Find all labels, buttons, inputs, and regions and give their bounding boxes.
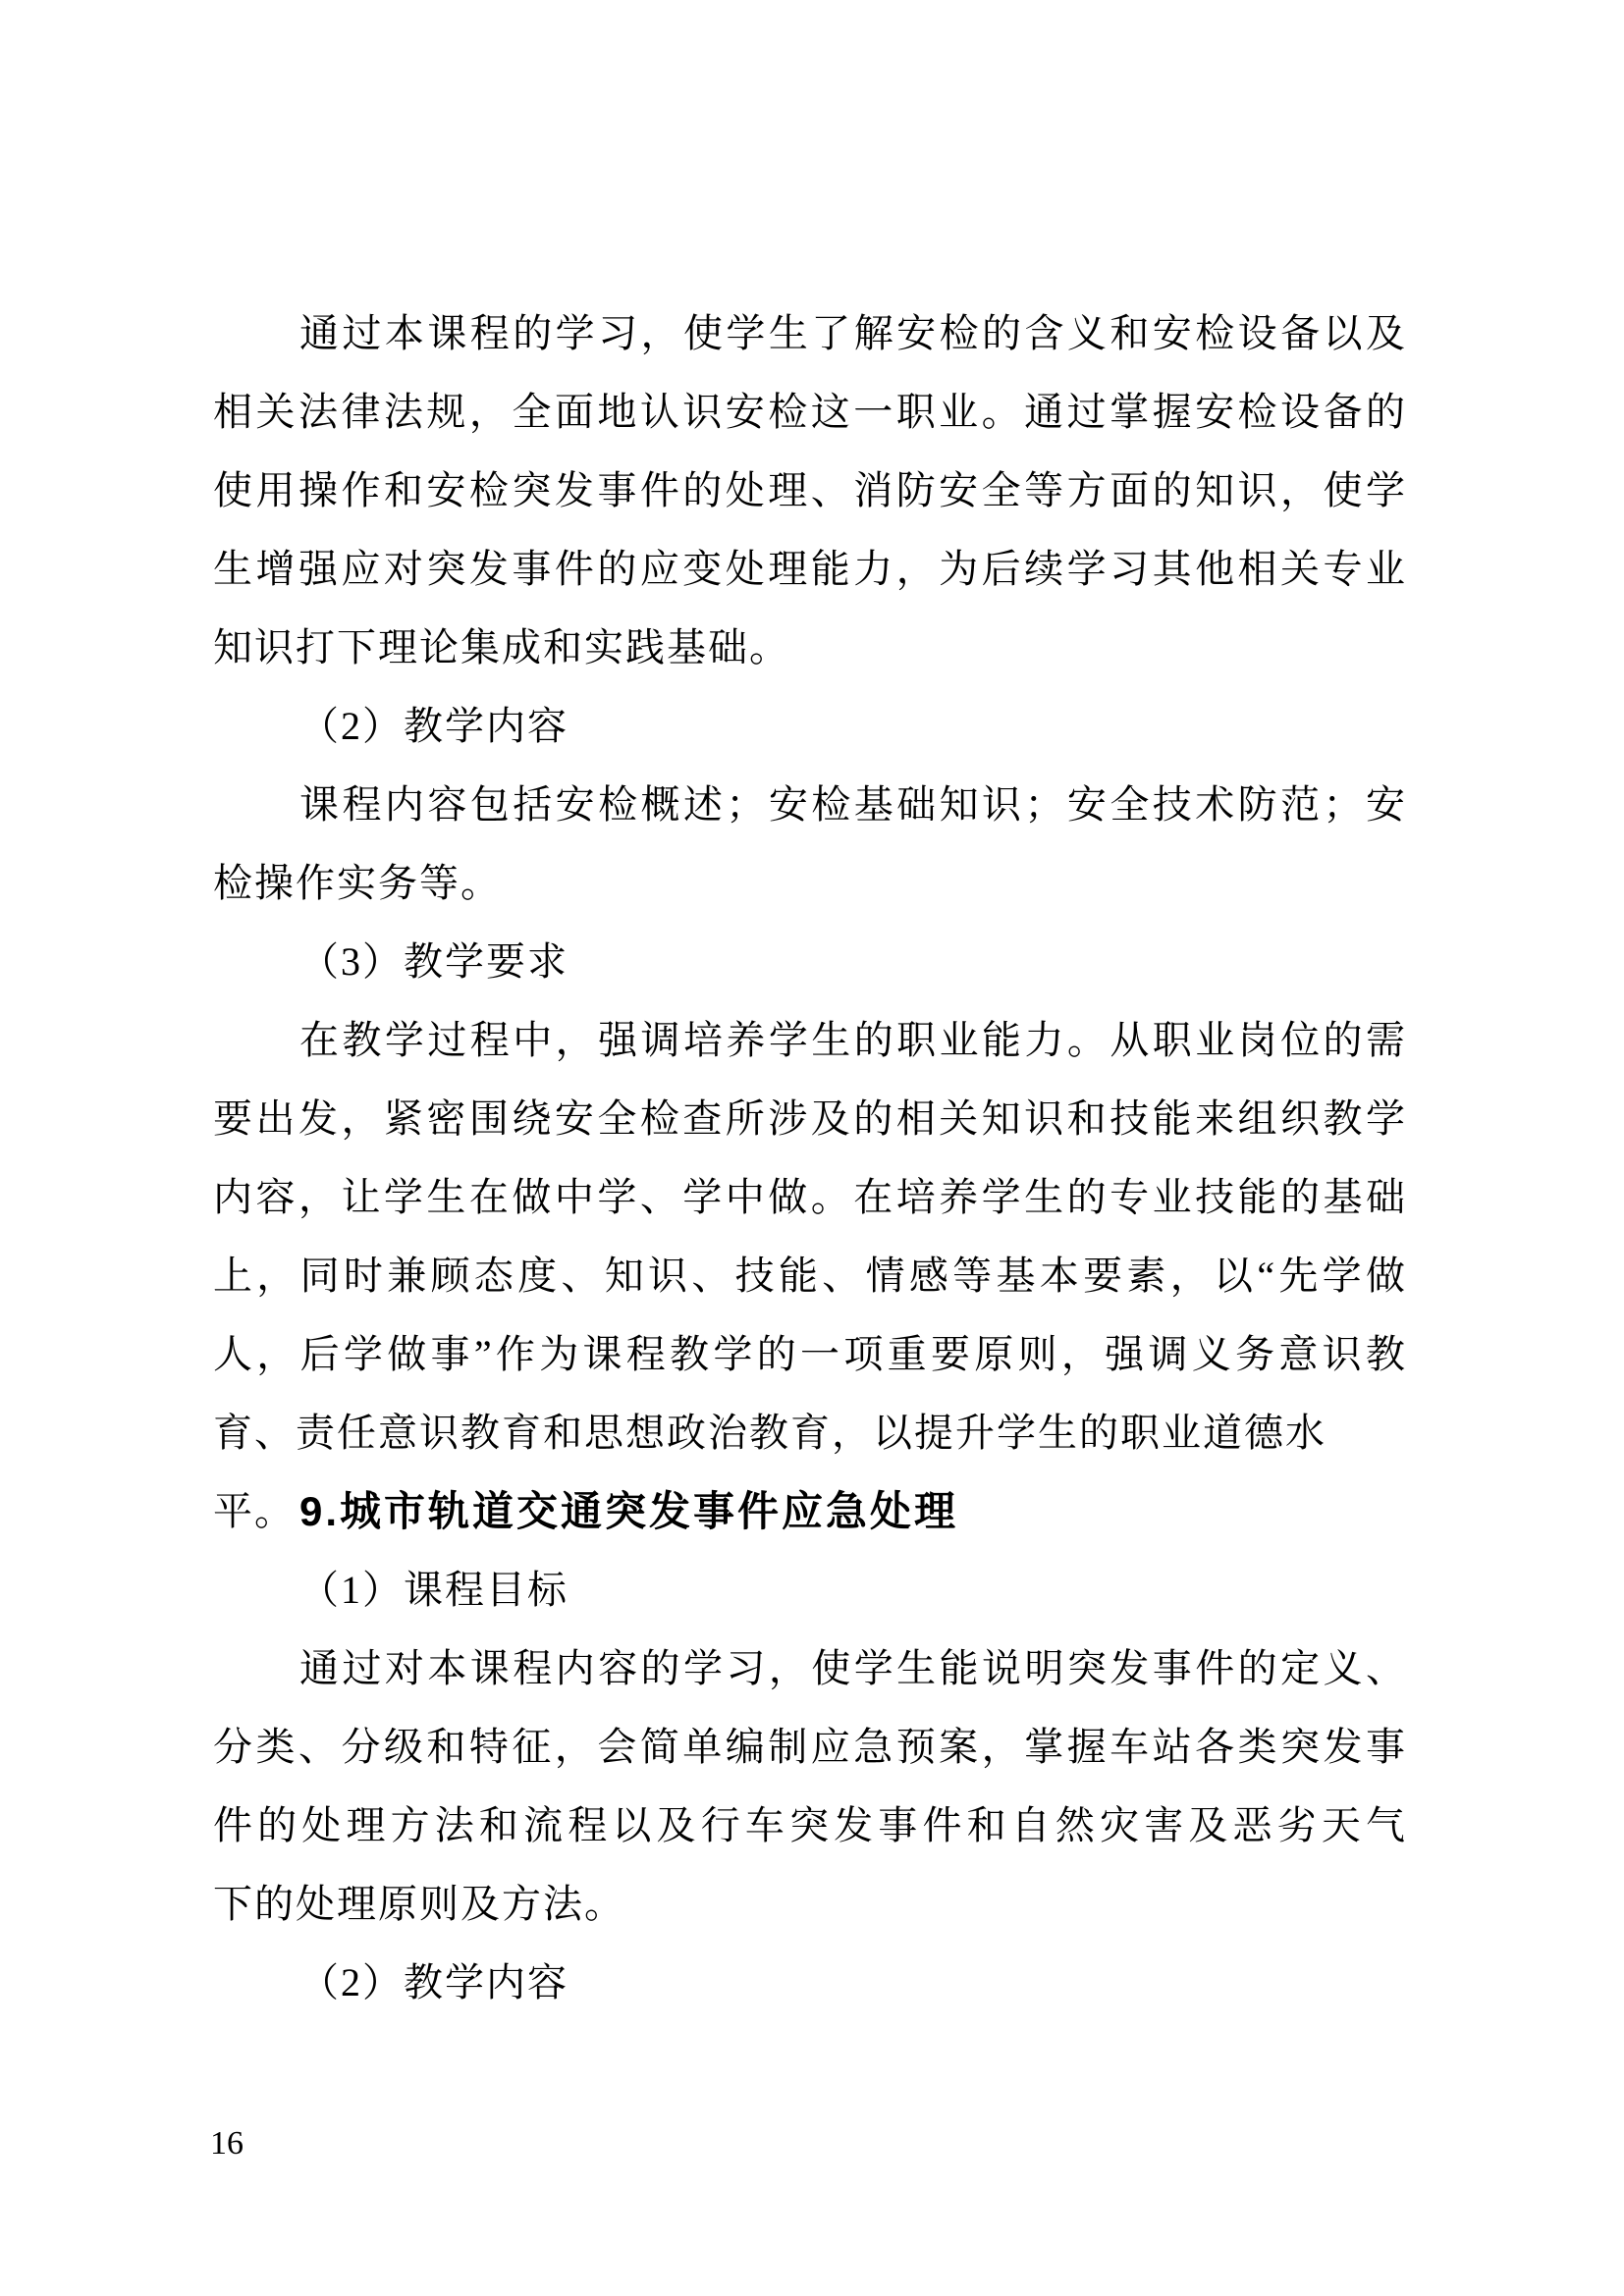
list-item-teaching-requirements: （3）教学要求 bbox=[299, 939, 568, 984]
paragraph-line: 育、责任意识教育和思想政治教育，以提升学生的职业道德水平。 bbox=[213, 1411, 1326, 1533]
list-item-teaching-content: （2）教学内容 bbox=[299, 704, 568, 748]
paragraph-line: 下的处理原则及方法。 bbox=[213, 1882, 625, 1926]
paragraph-line: 内容，让学生在做中学、学中做。在培养学生的专业技能的基础 bbox=[213, 1175, 1407, 1219]
paragraph-line: 在教学过程中，强调培养学生的职业能力。从职业岗位的需 bbox=[299, 1018, 1407, 1062]
paragraph-line: 分类、分级和特征，会简单编制应急预案，掌握车站各类突发事 bbox=[213, 1725, 1407, 1769]
paragraph-line: 检操作实务等。 bbox=[213, 861, 502, 905]
page-body bbox=[213, 294, 1407, 2022]
paragraph-line: 课程内容包括安检概述；安检基础知识；安全技术防范；安 bbox=[299, 782, 1407, 827]
paragraph-line: 要出发，紧密围绕安全检查所涉及的相关知识和技能来组织教学 bbox=[213, 1096, 1407, 1141]
page-number: 16 bbox=[210, 2125, 244, 2162]
paragraph-line: 件的处理方法和流程以及行车突发事件和自然灾害及恶劣天气 bbox=[213, 1803, 1407, 1847]
paragraph-line: 知识打下理论集成和实践基础。 bbox=[213, 625, 790, 669]
paragraph-line: 通过本课程的学习，使学生了解安检的含义和安检设备以及 bbox=[299, 311, 1407, 355]
paragraph-line: 使用操作和安检突发事件的处理、消防安全等方面的知识，使学 bbox=[213, 468, 1407, 512]
paragraph-line: 相关法律法规，全面地认识安检这一职业。通过掌握安检设备的 bbox=[213, 390, 1407, 434]
paragraph-line: 人，后学做事”作为课程教学的一项重要原则，强调义务意识教 bbox=[213, 1332, 1407, 1376]
paragraph-line: 通过对本课程内容的学习，使学生能说明突发事件的定义、 bbox=[299, 1646, 1407, 1690]
paragraph-line: 上，同时兼顾态度、知识、技能、情感等基本要素，以“先学做 bbox=[213, 1254, 1407, 1298]
paragraph-line: 生增强应对突发事件的应变处理能力，为后续学习其他相关专业 bbox=[213, 547, 1407, 591]
section-heading: 9.城市轨道交通突发事件应急处理 bbox=[299, 1488, 959, 1534]
list-item-teaching-content-2: （2）教学内容 bbox=[299, 1960, 568, 2004]
list-item-course-goal: （1）课程目标 bbox=[299, 1568, 568, 1612]
